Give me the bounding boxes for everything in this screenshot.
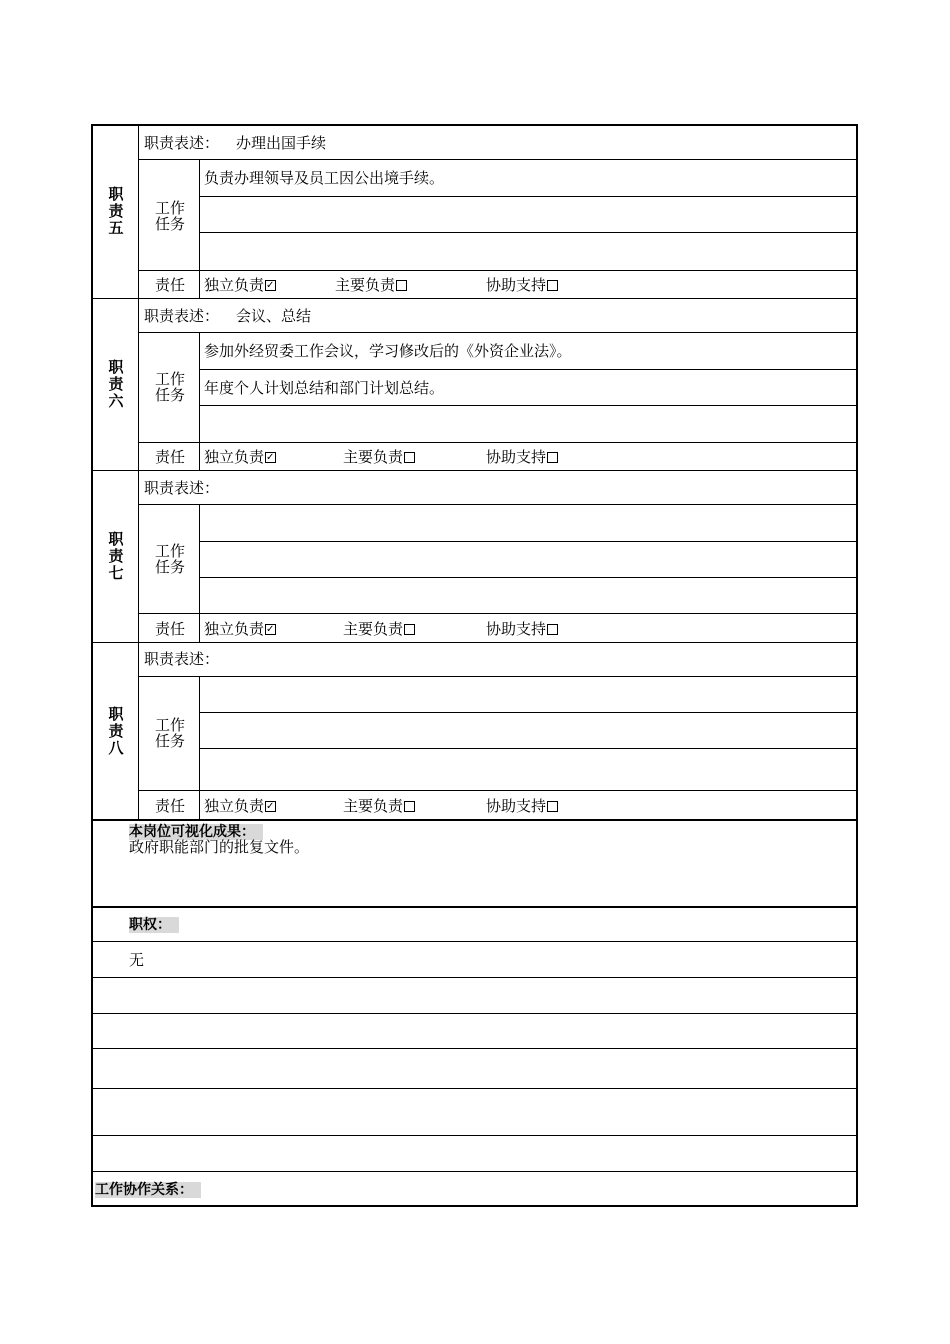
duty-desc-label: 职责表述： xyxy=(144,134,220,152)
checkbox-checked-icon[interactable] xyxy=(265,452,276,463)
duty-desc-value: 会议、总结 xyxy=(236,307,312,325)
authority-label: 职权： xyxy=(129,916,179,934)
checkbox-checked-icon[interactable] xyxy=(265,801,276,812)
checkbox-icon[interactable] xyxy=(404,801,415,812)
responsibility-label: 责任 xyxy=(155,448,186,466)
option-primary[interactable]: 主要负责 xyxy=(343,620,415,638)
option-primary[interactable]: 主要负责 xyxy=(343,797,415,815)
duty-desc-value: 办理出国手续 xyxy=(236,134,327,152)
task-row: 负责办理领导及员工因公出境手续。 xyxy=(204,169,445,187)
option-independent[interactable]: 独立负责✓ xyxy=(204,276,276,294)
checkbox-icon[interactable] xyxy=(547,624,558,635)
task-row: 参加外经贸委工作会议，学习修改后的《外资企业法》。 xyxy=(204,342,572,360)
responsibility-label: 责任 xyxy=(155,797,186,815)
option-independent[interactable]: 独立负责✓ xyxy=(204,620,276,638)
checkbox-icon[interactable] xyxy=(404,452,415,463)
results-label: 本岗位可视化成果： xyxy=(129,823,263,841)
option-independent[interactable]: 独立负责✓ xyxy=(204,797,276,815)
job-description-form xyxy=(91,124,858,1207)
duty-title: 职 责 七 xyxy=(108,530,124,582)
results-value: 政府职能部门的批复文件。 xyxy=(129,838,310,856)
option-primary[interactable]: 主要负责 xyxy=(343,448,415,466)
task-label: 工作 任务 xyxy=(154,542,185,576)
responsibility-label: 责任 xyxy=(155,620,186,638)
task-row: 年度个人计划总结和部门计划总结。 xyxy=(204,379,445,397)
checkbox-icon[interactable] xyxy=(404,624,415,635)
duty-desc-label: 职责表述： xyxy=(144,479,220,497)
responsibility-label: 责任 xyxy=(155,276,186,294)
option-independent[interactable]: 独立负责✓ xyxy=(204,448,276,466)
duty-desc-label: 职责表述： xyxy=(144,650,220,668)
task-label: 工作 任务 xyxy=(154,370,185,404)
option-primary[interactable]: 主要负责 xyxy=(335,276,407,294)
authority-item: 无 xyxy=(129,951,145,969)
checkbox-icon[interactable] xyxy=(547,801,558,812)
checkbox-icon[interactable] xyxy=(547,280,558,291)
option-assist[interactable]: 协助支持 xyxy=(486,448,558,466)
checkbox-checked-icon[interactable] xyxy=(265,280,276,291)
option-assist[interactable]: 协助支持 xyxy=(486,797,558,815)
option-assist[interactable]: 协助支持 xyxy=(486,620,558,638)
checkbox-icon[interactable] xyxy=(547,452,558,463)
duty-title: 职 责 八 xyxy=(108,705,124,757)
task-label: 工作 任务 xyxy=(154,199,185,233)
duty-title: 职 责 五 xyxy=(108,185,124,237)
checkbox-checked-icon[interactable] xyxy=(265,624,276,635)
duty-desc-label: 职责表述： xyxy=(144,307,220,325)
duty-title: 职 责 六 xyxy=(108,358,124,410)
task-label: 工作 任务 xyxy=(154,716,185,750)
collaboration-label: 工作协作关系： xyxy=(95,1181,201,1199)
checkbox-icon[interactable] xyxy=(396,280,407,291)
option-assist[interactable]: 协助支持 xyxy=(486,276,558,294)
